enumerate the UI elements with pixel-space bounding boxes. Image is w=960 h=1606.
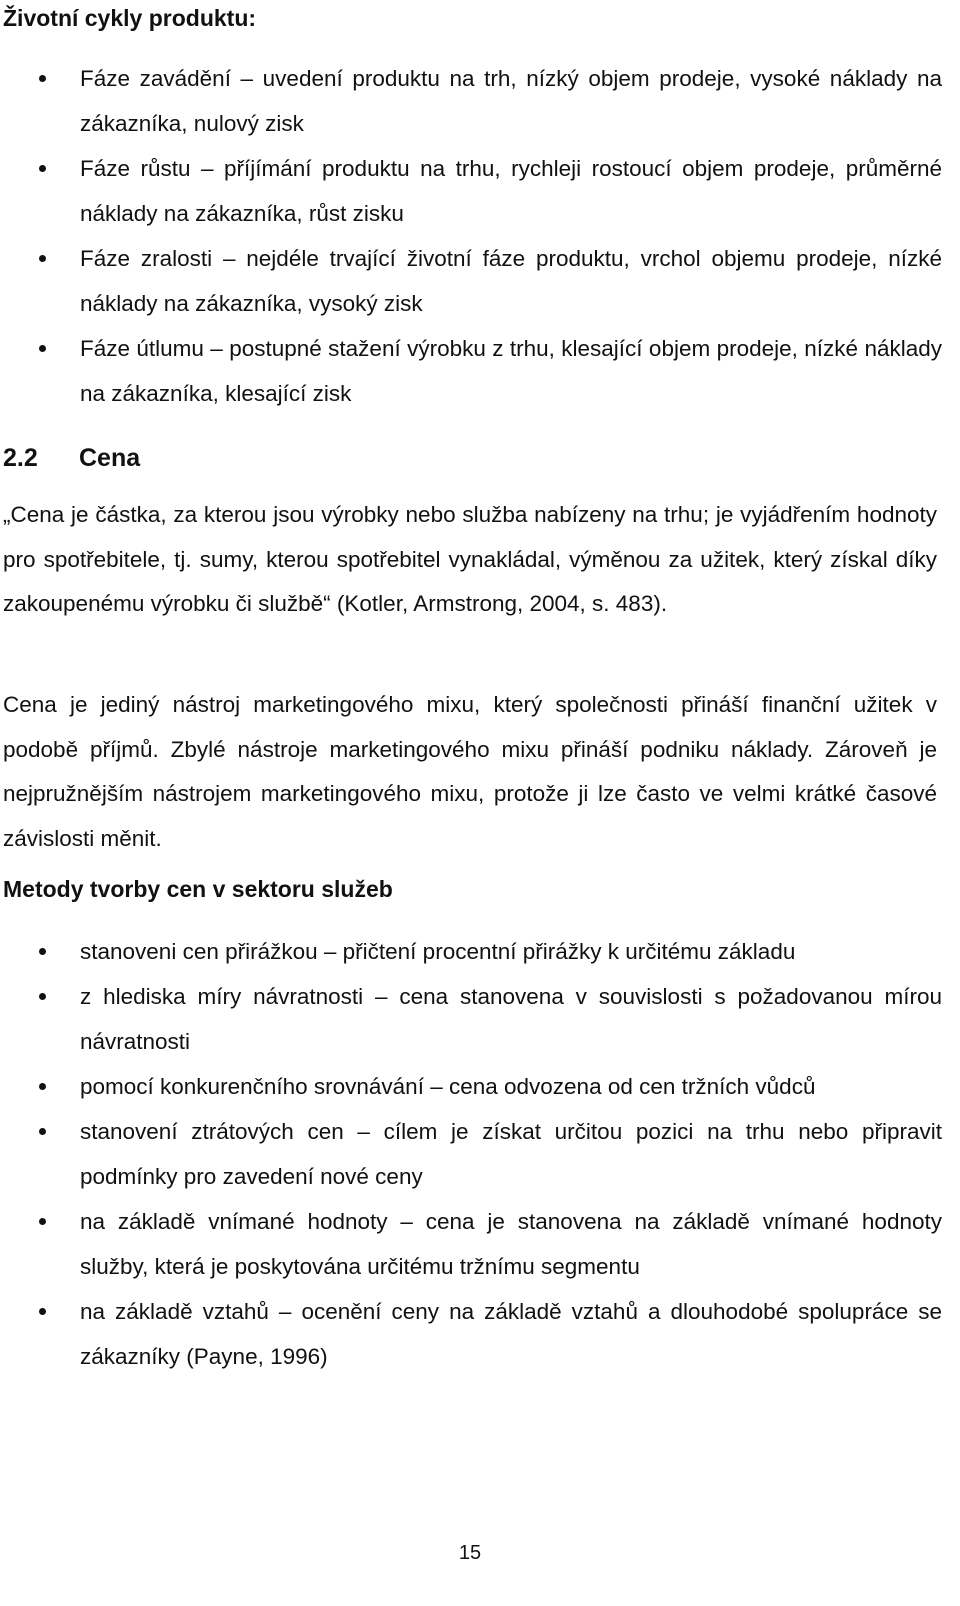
list-item [0,929,960,974]
list-item-text: Fáze zavádění – uvedení produktu na trh, nízký objem prodeje, vysoké náklady na zákazníka, nulový zisk [80,66,942,136]
methods-list [0,929,960,1379]
list-item [0,1289,960,1379]
list-item [0,236,960,326]
list-item [0,326,960,416]
bullet-icon [39,1218,46,1225]
page-number: 15 [458,1542,482,1564]
list-item-text: pomocí konkurenčního srovnávání – cena odvozena od cen tržních vůdců [80,1074,816,1099]
list-item-text: z hlediska míry návratnosti – cena stanovena v souvislosti s požadovanou mírou návratnosti [80,984,942,1054]
list-item [0,56,960,146]
list-item [0,146,960,236]
list-item-text: Fáze růstu – příjímání produktu na trhu, rychleji rostoucí objem prodeje, průměrné náklady na zákazníka, růst zisku [80,156,942,226]
methods-heading: Metody tvorby cen v sektoru služeb [3,876,393,902]
list-item-text: na základě vnímané hodnoty – cena je stanovena na základě vnímané hodnoty služby, která je poskytována určitému tržnímu segmentu [80,1209,942,1279]
list-item-text: stanoveni cen přirážkou – přičtení procentní přirážky k určitému základu [80,939,796,964]
list-item [0,974,960,1064]
bullet-icon [39,345,46,352]
bullet-icon [39,1308,46,1315]
list-item-text: Fáze zralosti – nejdéle trvající životní fáze produktu, vrchol objemu prodeje, nízké náklady na zákazníka, vysoký zisk [80,246,942,316]
paragraph-price-definition: „Cena je částka, za kterou jsou výrobky nebo služba nabízeny na trhu; je vyjádřením hodnoty pro spotřebitele, tj. sumy, kterou spotřebitel vynakládal, výměnou za užitek, který získal díky zakoupenému výrobku či službě“ (Kotler, Armstrong, 2004, s. 483). [3,502,937,616]
section-heading [3,444,140,473]
bullet-icon [39,1128,46,1135]
bullet-icon [39,1083,46,1090]
bullet-icon [39,948,46,955]
list-item-text: stanovení ztrátových cen – cílem je získat určitou pozici na trhu nebo připravit podmínky pro zavedení nové ceny [80,1119,942,1189]
list-item [0,1109,960,1199]
list-item [0,1199,960,1289]
section-title: Cena [79,444,141,472]
section-number: 2.2 [3,444,38,472]
lifecycle-heading: Životní cykly produktu: [3,5,257,31]
list-item-text: na základě vztahů – ocenění ceny na základě vztahů a dlouhodobé spolupráce se zákazníky (Payne, 1996) [80,1299,942,1369]
lifecycle-list [0,56,960,416]
list-item [0,1064,960,1109]
bullet-icon [39,165,46,172]
bullet-icon [39,993,46,1000]
bullet-icon [39,255,46,262]
bullet-icon [39,75,46,82]
paragraph-price-role: Cena je jediný nástroj marketingového mixu, který společnosti přináší finanční užitek v podobě příjmů. Zbylé nástroje marketingového mixu přináší podniku náklady. Zároveň je nejpružnějším nástrojem marketingového mixu, protože ji lze často ve velmi krátké časové závislosti měnit. [3,692,937,851]
list-item-text: Fáze útlumu – postupné stažení výrobku z trhu, klesající objem prodeje, nízké náklady na zákazníka, klesající zisk [80,336,942,406]
